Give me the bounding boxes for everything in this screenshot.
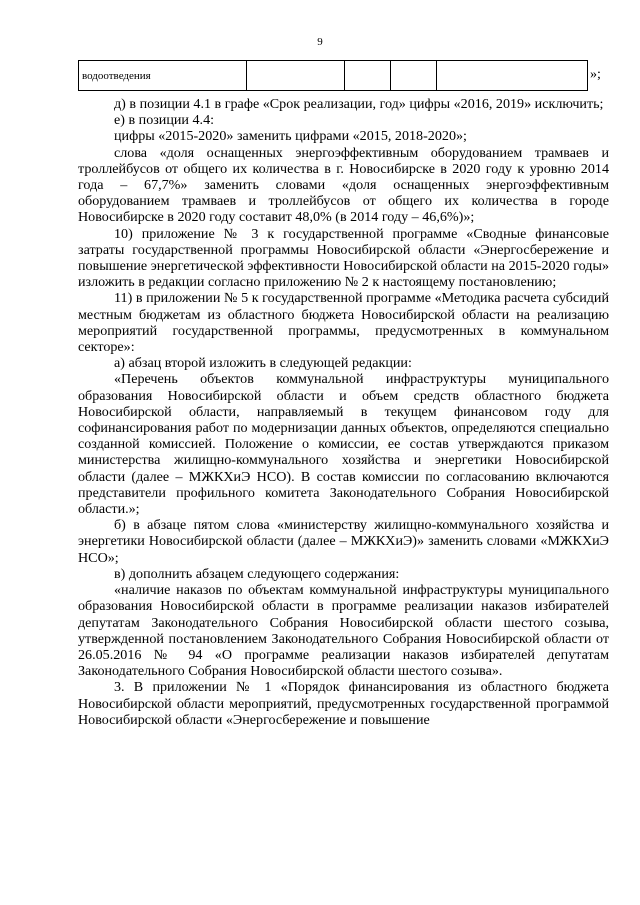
paragraph: а) абзац второй изложить в следующей редакции: [114,355,412,372]
table-cell [391,61,437,91]
paragraph: 11) в приложении № 5 к государственной программе «Методика расчета субсидий местным бюджетам из областного бюджета Новосибирской области на реализацию мероприятий государственной программы, предусмотренных в коммунальном секторе»: [78,290,609,356]
paragraph: цифры «2015-2020» заменить цифрами «2015, 2018-2020»; [114,128,467,145]
table-cell [345,61,391,91]
page-number: 9 [317,36,323,48]
table-closing-quote: »; [590,67,601,82]
paragraph: д) в позиции 4.1 в графе «Срок реализации, год» цифры «2016, 2019» исключить; [114,96,604,112]
table-row [79,61,588,91]
paragraph: в) дополнить абзацем следующего содержания: [114,565,400,582]
paragraph: е) в позиции 4.4: [114,112,215,129]
table-cell [437,61,588,91]
paragraph: 10) приложение № 3 к государственной программе «Сводные финансовые затраты государственной программы Новосибирской области «Энергосбережение и повышение энергетической эффективности Новосибирской области на 2015-2020 годы» изложить в редакции согласно приложению № 2 к настоящему постановлению; [78,225,609,291]
paragraph: слова «доля оснащенных энергоэффективным оборудованием трамваев и троллейбусов от общего их количества в г. Новосибирске в 2020 году к уровню 2014 года – 67,7%» заменить словами «доля оснащенных энергоэффективным оборудованием трамваев и троллейбусов от общего их количества в городе Новосибирске в 2020 году составит 48,0% (в 2014 году – 46,6%)»; [78,144,609,226]
paragraph: «Перечень объектов коммунальной инфраструктуры муниципального образования Новосибирской области и объем средств областного бюджета Новосибирской области, направляемый в текущем финансовом году для софинансирования работ по модернизации данных объектов, определяются специально созданной комиссией. Положение о комиссии, ее состав утверждаются приказом министерства жилищно-коммунального хозяйства и энергетики Новосибирской области (далее – МЖКХиЭ НСО). В состав комиссии по согласованию включаются представители профильного комитета Законодательного Собрания Новосибирской области.»; [78,371,609,518]
paragraph: «наличие наказов по объектам коммунальной инфраструктуры муниципального образования Новосибирской области в программе реализации наказов избирателей депутатам Законодательного Собрания Новосибирской области шестого созыва, утвержденной постановлением Законодательного Собрания Новосибирской области от 26.05.2016 № 94 «О программе реализации наказов избирателей депутатам Законодательного Собрания Новосибирской области шестого созыва». [78,582,609,680]
document-body [78,96,609,728]
table-fragment [78,60,588,91]
table-cell [247,61,345,91]
table-cell: водоотведения [79,61,247,91]
paragraph: 3. В приложении № 1 «Порядок финансирования из областного бюджета Новосибирской области мероприятий, предусмотренных государственной программой Новосибирской области «Энергосбережение и повышение [78,679,609,728]
paragraph: б) в абзаце пятом слова «министерству жилищно-коммунального хозяйства и энергетики Новосибирской области (далее – МЖКХиЭ)» заменить словами «МЖКХиЭ НСО»; [78,517,609,566]
